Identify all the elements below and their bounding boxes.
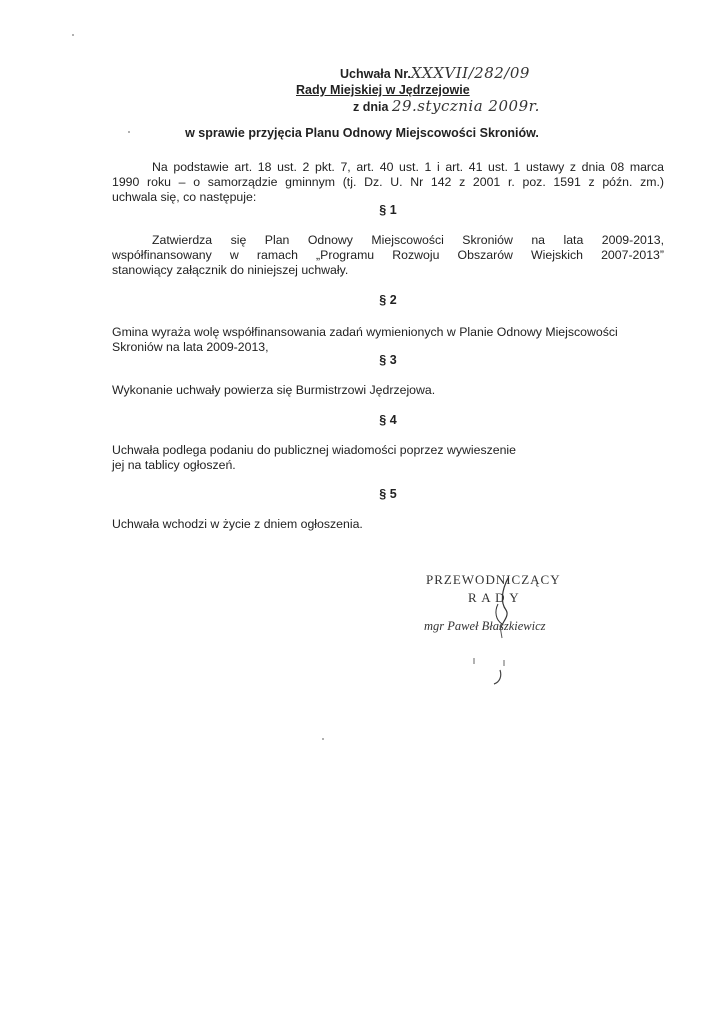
council-line	[296, 83, 470, 97]
date-prefix: z dnia	[353, 100, 389, 114]
section-3-body	[112, 383, 664, 398]
section-line: stanowiący załącznik do niniejszej uchwały.	[112, 263, 349, 277]
section-mark: § 4	[379, 413, 397, 427]
preamble	[112, 160, 664, 205]
signature-body: R A D Y	[468, 590, 520, 605]
document-title: w sprawie przyjęcia Planu Odnowy Miejscowości Skroniów.	[185, 126, 539, 140]
resolution-prefix: Uchwała Nr.	[340, 67, 411, 81]
preamble-line: Na podstawie art. 18 ust. 2 pkt. 7, art. 40 ust. 1 i art. 41 ust. 1 ustawy z dnia 08 marca	[152, 160, 664, 174]
signature-title: PRZEWODNICZĄCY	[426, 572, 561, 587]
section-line: Gmina wyraża wolę współfinansowania zadań wymienionych w Planie Odnowy Miejscowości	[112, 325, 618, 339]
resolution-number: XXXVII/282/09	[410, 64, 530, 82]
section-5-body	[112, 517, 664, 532]
preamble-line: uchwala się, co następuje:	[112, 190, 257, 204]
resolution-number-line	[340, 64, 530, 82]
scan-speck	[322, 738, 324, 740]
section-line: Uchwała wchodzi w życie z dniem ogłoszenia.	[112, 517, 363, 531]
section-2-body	[112, 325, 664, 355]
section-1-body	[112, 233, 664, 278]
section-mark: § 1	[379, 203, 397, 217]
section-line: jej na tablicy ogłoszeń.	[112, 458, 236, 472]
section-line: Skroniów na lata 2009-2013,	[112, 340, 269, 354]
section-mark: § 2	[379, 293, 397, 307]
date-value: 29.stycznia 2009r.	[391, 97, 540, 115]
council-name: Rady Miejskiej w Jędrzejowie	[296, 83, 470, 97]
section-mark: § 5	[379, 487, 397, 501]
section-line: współfinansowany w ramach „Programu Rozwoju Obszarów Wiejskich 2007-2013”	[112, 248, 664, 262]
date-line	[353, 97, 540, 115]
scan-speck	[72, 34, 74, 36]
section-line: Uchwała podlega podaniu do publicznej wiadomości poprzez wywieszenie	[112, 443, 516, 457]
section-line: Zatwierdza się Plan Odnowy Miejscowości Skroniów na lata 2009-2013,	[152, 233, 664, 247]
preamble-line: 1990 roku – o samorządzie gminnym (tj. Dz. U. Nr 142 z 2001 r. poz. 1591 z późn. zm.)	[112, 175, 664, 189]
section-line: Wykonanie uchwały powierza się Burmistrzowi Jędrzejowa.	[112, 383, 436, 397]
signature-name: mgr Paweł Błaszkiewicz	[424, 619, 546, 633]
section-mark: § 3	[379, 353, 397, 367]
handwritten-signature	[440, 560, 530, 690]
section-4-body	[112, 443, 664, 473]
